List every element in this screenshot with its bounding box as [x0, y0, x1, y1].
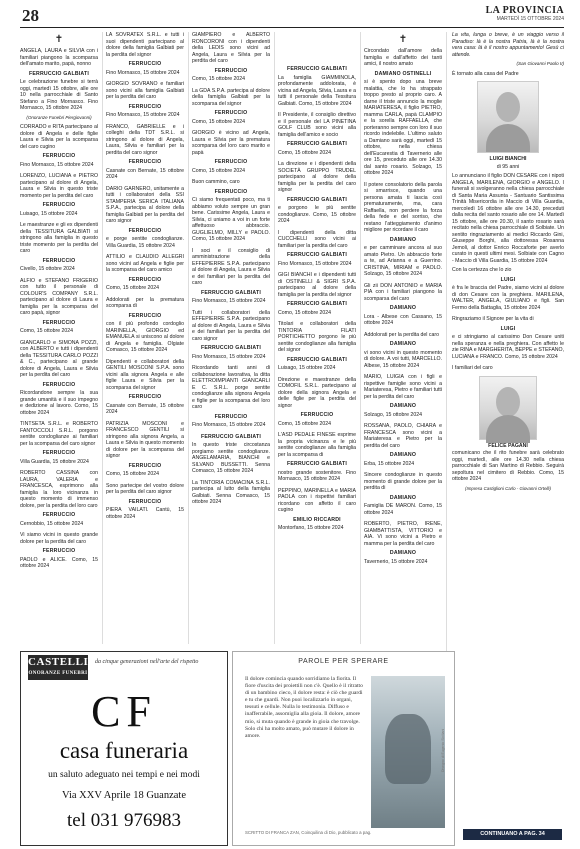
deceased-name: FERRUCCIO	[128, 498, 162, 505]
notice-date: Lora - Albese con Cassano, 15 ottobre 2024	[364, 313, 442, 326]
notice-text: Addolorati per la perdita del caro	[364, 331, 439, 338]
notice-text: Addolorati per la prematura scomparsa di	[106, 296, 184, 309]
notice-text: I dipendenti della ditta CUCCHELLI sono vicini ai familiari per la perdita del caro	[278, 229, 356, 249]
notice-text: ROBERTO CASSINA con LAURA, VALERIA e FRANCESCA, esprimono alla famiglia la loro vicinanza in questo momento di immenso dolore, per la perdita del loro caro	[20, 470, 98, 509]
notice-text: FRANCO, GABRIELLE e i colleghi della TDT S.R.L. si stringono al dolore di Angela, Laura, Silvia e familiari per la perdita del caro signor	[106, 123, 184, 156]
notice-date: Como, 15 ottobre 2024	[192, 76, 246, 82]
deceased-name: FERRUCCIO	[42, 257, 76, 264]
deceased-name: FERRUCCIO	[214, 188, 248, 195]
funeral-home-credit: (Onoranze Funebri Piergiovanni)	[26, 114, 92, 120]
notice-text: vi sono vicini in questo momento di dolore. A voi tutti, MARCELLO. Albese, 15 ottobre 2024	[364, 349, 442, 369]
notice-text: nostro grande sostenitore. Fino Mornasco, 15 ottobre 2024	[278, 469, 356, 482]
notice-signature: PIERA VAILATI. Cantù, 15 ottobre 2024	[106, 507, 184, 520]
column-2	[106, 32, 184, 644]
deceased-name: FERRUCCIO GALBIATI	[201, 433, 261, 440]
notice-signature: Famiglia DE MARON. Como, 15 ottobre 2024	[364, 503, 442, 516]
deceased-name: FERRUCCIO	[128, 312, 162, 319]
notice-date: Fino Mornasco, 15 ottobre 2024	[106, 69, 180, 76]
ad-tagline: da cinque generazioni nell'arte del rispetto	[95, 659, 199, 665]
notice-date: Fino Mornasco, 15 ottobre 2024	[192, 298, 266, 304]
deceased-name: FERRUCCIO	[42, 319, 76, 326]
deceased-name: DAMIANO	[389, 494, 417, 501]
notice-text: MARIO, LUIGIA con i figli e rispettive famiglie sono vicini a Mariateresa, Pietro e familiari tutti per la perdita del caro	[364, 374, 442, 400]
notice-text: ANGELA, LAURA e SILVIA con i familiari piangono la scomparsa dell'amato marito, papà, nonno	[20, 48, 98, 67]
deceased-photo	[477, 81, 539, 153]
deceased-name: FERRUCCIO	[214, 159, 248, 165]
notice-date: Montorfano, 15 ottobre 2024	[278, 525, 344, 531]
column-3	[192, 32, 270, 644]
publication-name: LA PROVINCIA	[485, 5, 564, 16]
deceased-name: FERRUCCIO	[42, 450, 76, 456]
ad-brand-box	[28, 655, 88, 680]
deceased-name: DAMIANO	[389, 403, 417, 409]
notice-text: I soci e il consiglio di amministrazione della EFFEPIERRE S.P.A. partecipano al dolore di Angela, Laura e Silvia e dei familiari per la perdita del caro	[192, 247, 270, 286]
column-4	[278, 32, 356, 644]
deceased-name: LUIGI BIANCHI	[489, 156, 527, 162]
column-divider	[360, 32, 361, 644]
notice-text: Ci siamo frequentati poco, ma ti abbiamo voluto sempre un gran bene. Carissime Angela, Laura e Silvia, ci uniamo a voi in un forte affettuoso abbraccio. GUGLIELMO, MILLY e PAOLO. Como, 15 ottobre 2024	[192, 197, 270, 242]
quote-author: (San Giovanni Paolo II)	[516, 61, 564, 66]
deceased-name: FERRUCCIO	[42, 153, 76, 159]
notice-date: Fino Mornasco, 15 ottobre 2024	[106, 112, 180, 118]
deceased-name: FERRUCCIO	[128, 103, 162, 110]
notice-date: Civello, 15 ottobre 2024	[20, 266, 75, 272]
poem-illustration	[371, 676, 445, 828]
notice-date: Como, 15 ottobre 2024	[106, 471, 160, 477]
notice-text: Sono partecipe del vostro dolore per la perdita del caro signor	[106, 482, 184, 495]
notice-text: e porge sentite condoglianze. Villa Guardia, 15 ottobre 2024	[106, 236, 184, 249]
notice-date: Tavernerio, 15 ottobre 2024	[364, 558, 428, 565]
quote-text: La vita, lunga o breve, è un viaggio verso il Paradiso: là è la nostra Patria, là è la nostra vera casa: là è il nostro appuntamento! Gesù ci attende.	[452, 32, 564, 58]
cross-icon: ✝	[54, 34, 64, 45]
deceased-name: FERRUCCIO	[214, 110, 248, 116]
column-5	[364, 32, 442, 644]
notice-text: LA SOVRATEX S.R.L. e tutti i suoi dipendenti partecipano al dolore della famiglia Galbiati per la perdita del signor	[106, 32, 184, 58]
deceased-name: FERRUCCIO	[128, 61, 162, 67]
deceased-name: DAMIANO	[389, 341, 417, 347]
notice-date: Como, 15 ottobre 2024	[20, 328, 74, 334]
notice-date: Casnate con Bernate, 15 ottobre 2024	[106, 167, 184, 180]
notice-text: GIANCARLO e SIMONA POZZI, con ALBERTO e tutti i dipendenti della TESSITURA CARLO POZZI & C., partecipano al grande dolore di Angela, Laura e Silvia per la perdita del caro	[20, 339, 98, 378]
page-header	[0, 0, 580, 30]
deceased-name: FERRUCCIO	[128, 159, 162, 165]
ad-brand-sub: ONORANZE FUNEBRI	[28, 671, 88, 676]
notice-text: Vi siamo vicini in questo grande dolore per la perdita del caro	[20, 532, 98, 545]
notice-text: GIAMPIERO e ALBERTO RONCORONI con i dipendenti della LEDIS sono vicini ad Angela, Laura e Silvia per la perdita del caro	[192, 32, 270, 64]
notice-text: Buon cammino, caro	[192, 179, 240, 185]
notice-text: con il più profondo cordoglio MARINELLA, GIORGIO ed EMANUELA si uniscono al dolore di Angela e famiglia. Olgiate Comasco, 15 ottobre 2024	[106, 321, 184, 353]
deceased-name: FERRUCCIO GALBIATI	[287, 301, 347, 307]
notice-text: DARIO GARNERO, unitamente a tutti i collaboratori della SSI STAMPERIA SERICA ITALIANA S.P.A., partecipa al dolore della famiglia Galbiati per la perdita del caro signor	[106, 185, 184, 224]
ad-address: Via XXV Aprile 18 Guanzate	[62, 790, 186, 801]
notice-text: L'ASD PEDALE FINESE esprime la propria vicinanza e le più sentite condoglianze alla famiglia per la scomparsa di	[278, 432, 356, 458]
notice-date: Fino Mornasco, 15 ottobre 2024	[20, 161, 94, 168]
continued-banner[interactable]: CONTINUANO A PAG. 34	[463, 829, 562, 840]
notice-text: Ricordando tanti anni di collaborazione lavorativa, la ditta ELETTROIMPIANTI GIANCARLI E C. S.R.L. porge sentite condoglianze alla signora Angela e figlie per la scomparsa del loro caro	[192, 365, 270, 410]
header-rule	[20, 27, 564, 28]
ad-phone: tel 031 976983	[67, 810, 181, 831]
notice-text: GIORGIO è vicino ad Angela, Laura e Silvia per la prematura scomparsa del loro caro marito e papà	[192, 130, 270, 156]
deceased-age: di 95 anni	[496, 163, 520, 170]
notice-text: La GDA S.P.A. partecipa al dolore della famiglia Galbiati per la scomparsa del signor	[192, 87, 270, 107]
notice-text: Gli zii DON ANTONIO e MARIA PIA con i familiari piangono la scomparsa del caro	[364, 282, 442, 302]
notice-date: Como, 15 ottobre 2024	[278, 420, 332, 427]
notice-text: La TINTORIA COMACINA S.R.L. partecipa al lutto della famiglia Galbiati. Senna Comasco, 15 ottobre 2024	[192, 479, 270, 505]
poem-title: PAROLE PER SPERARE	[298, 658, 389, 665]
deceased-photo	[479, 376, 537, 440]
notice-date: Luisago, 15 ottobre 2024	[278, 365, 336, 371]
notice-date: Como, 15 ottobre 2024	[278, 309, 332, 316]
notice-text: Direzione e maestranze della COMOFIL S.R.L. partecipano al dolore della signora Angela e delle figlie per la perdita del signor	[278, 376, 356, 409]
notice-date: Como, 15 ottobre 2024	[192, 167, 246, 174]
column-divider	[188, 32, 189, 644]
deceased-name: FERRUCCIO GALBIATI	[287, 196, 347, 203]
deceased-name: FERRUCCIO	[214, 413, 248, 420]
notice-text: GIORGIO SOVRANO e familiari sono vicini alla famiglia Galbiati per la perdita del caro	[106, 81, 184, 100]
notice-text: Le celebrazione funebre si terrà oggi, martedì 15 ottobre, alle ore 10 nella parrocchiale di Santo Stefano a Fino Mornasco. Fino Mornasco, 15 ottobre 2024	[20, 79, 98, 111]
deceased-name: DAMIANO	[389, 305, 417, 311]
deceased-name: DAMIANO	[389, 236, 417, 243]
notice-text: è fra le braccia del Padre, siamo vicini al dolore di don Cesare con la preghiera. MARILENA, WALTER, ANGELA, GIULIANO e figli. San Fermo della Battaglia, 15 ottobre 2024	[452, 285, 564, 311]
column-6	[452, 32, 564, 826]
deceased-name: FERRUCCIO GALBIATI	[201, 345, 261, 351]
funeral-home-credit: (Impresa Castiglioni Carlo - Giovanni Ortelli)	[465, 485, 551, 491]
notice-date: Como, 15 ottobre 2024	[106, 285, 160, 291]
deceased-name: FERRUCCIO GALBIATI	[287, 461, 347, 467]
notice-text: ALFIO e STEFANO FRIGERIO con tutto il personale di COLOUR'S COMPANY S.R.L. partecipano al dolore di Laura e famiglia per la scomparsa del caro papà, signor	[20, 277, 98, 316]
notice-text: PATRIZIA MOSCONI e FRANCESCO GENTILI si stringono alla signora Angela, a Laura e Silvia in questo momento di dolore per la scomparsa del signor	[106, 420, 184, 459]
notice-date: Fino Mornasco, 15 ottobre 2024	[192, 353, 266, 360]
deceased-name: FERRUCCIO	[128, 227, 162, 234]
deceased-name: DAMIANO	[389, 452, 417, 458]
deceased-name: FERRUCCIO GALBIATI	[287, 66, 347, 72]
notice-text: e ci stringiamo al carissimo Don Cesare uniti nella speranza e nella preghiera. Con affetto le zie RINA e MARGHERITA, BEPPE e STEFANO, LUCIANA e FRANCO. Como, 15 ottobre 2024	[452, 334, 564, 360]
deceased-name: FERRUCCIO	[42, 381, 76, 388]
notice-date: Luisago, 15 ottobre 2024	[20, 210, 78, 217]
illustration-credit: Disegno di Eugenio Siciliani	[441, 728, 445, 772]
notice-text: Dipendenti e collaboratori della GENTILI MOSCONI S.P.A. sono vicini alla signora Angela e alle figlie Laura e Silvia per la scomparsa del signor	[106, 358, 184, 391]
notice-text: ROBERTO, PIETRO, IRENE, GIAMBATTISTA, VITTORIO e AIA. Vi sono vicini a Pietro e mamma per la perdita del caro	[364, 521, 442, 547]
notice-date: Fino Mornasco, 15 ottobre 2024	[192, 422, 266, 428]
deceased-name: FERRUCCIO GALBIATI	[287, 141, 347, 147]
notice-text: TINTSETA S.R.L. e ROBERTO FANTOCCOLI S.R.L. porgono sentite condoglianze ai familiari per la scomparsa del caro signor	[20, 421, 98, 447]
deceased-name: FERRUCCIO	[42, 548, 76, 554]
ad-logo: CF	[91, 687, 157, 736]
cross-icon: ✝	[398, 34, 408, 45]
ad-top-band	[21, 652, 227, 684]
notice-text: Titolari e collaboratori della TINTORIA FILATI PORTICHETTO porgono le più sentite condoglianze alla famiglia del signor	[278, 321, 356, 353]
notice-text: PEPPINO, MARINELLA e MARIA PAOLA con i rispettivi familiari ricordano con affetto il caro cugino	[278, 487, 356, 513]
masthead	[486, 5, 564, 22]
poem-citation: SCRITTO DI FRANCA ZAN, Coinquilina di Dio, pubblicato a pag.	[245, 830, 372, 835]
notice-date: Fino Mornasco, 15 ottobre 2024	[278, 260, 352, 267]
deceased-name: DAMIANO OSTINELLI	[374, 70, 432, 77]
notice-text: I familiari del caro	[452, 365, 493, 371]
deceased-name: FERRUCCIO	[42, 512, 76, 518]
deceased-name: FERRUCCIO	[128, 276, 162, 283]
deceased-name: FERRUCCIO	[128, 394, 162, 400]
notice-text: e porgono le più sentite condoglianze. Como, 15 ottobre 2024	[278, 205, 356, 224]
notice-date: Erba, 15 ottobre 2024	[364, 460, 415, 467]
deceased-name: FERRUCCIO	[42, 202, 76, 208]
notice-text: LORENZO, LUCIANA e PIETRO partecipano al dolore di Angela, Laura e Silvia in questo triste momento per la perdita del caro	[20, 173, 98, 199]
deceased-name: FERRUCCIO	[128, 462, 162, 469]
deceased-name: EMILIO RICCARDI	[293, 516, 341, 523]
notice-text: È tornato alla casa del Padre	[452, 70, 519, 77]
column-divider	[102, 32, 103, 644]
notice-date: Solzago, 15 ottobre 2024	[364, 411, 422, 418]
column-divider	[274, 32, 275, 644]
deceased-name: FELICE PAGANI	[488, 442, 528, 449]
ad-slogan: un saluto adeguato nei tempi e nei modi	[48, 770, 200, 780]
publication-date: MARTEDÌ 15 OTTOBRE 2024	[496, 16, 564, 22]
deceased-name: FERRUCCIO	[300, 412, 334, 418]
notice-text: Con la certezza che lo zio	[452, 267, 512, 273]
page-number: 28	[22, 6, 39, 25]
notice-text: In questo triste circostanza porgiamo sentite condoglianze. ANGELAMARIA, BIANCHI e SILVANO BUSSETTI. Senna Comasco, 15 ottobre 2024	[192, 442, 270, 474]
notice-text: Ricordandone sempre la sua grande umanità e il suo impegno e dedizione al lavoro. Como, 15 ottobre 2024	[20, 390, 98, 416]
notice-date: Casnate con Bernate, 15 ottobre 2024	[106, 402, 184, 415]
notice-text: Il potere consolatorio della parola si smarrisce, quando una persona amata ti lascia così prematuramente, ma, cara Raffaella, non perdere la forza della fede e del sorriso, che restano l'atteggiamento d'animo migliore per ricordare il caro	[364, 181, 442, 233]
notice-text: La direzione e i dipendenti della SOCIETÀ GRUPPO TRUDEL partecipano al dolore della famiglia per la perdita del caro signor	[278, 161, 356, 193]
notice-text: Le maestranze e gli ex dipendenti della TESSITURA GALBIATI si stringono alla famiglia in questo triste momento per la perdita del caro	[20, 222, 98, 254]
notice-text: Sincere condoglianze in questo momento di grande dolore per la perdita di	[364, 472, 442, 491]
deceased-name: FERRUCCIO	[214, 67, 248, 74]
notice-text: La famiglia GIAMMINOLA, profondamente addolorata, è vicina ad Angela, Silvia, Laura e a tutti il personale della Tessitura Galbiati. Como, 15 ottobre 2024	[278, 74, 356, 107]
notice-text: e per camminare ancora al suo amato Pietro. Un abbraccio forte a te, ad Arianna e a Guerrino. CRISTINA, MIRIAM e PAOLO. Solzago, 15 ottobre 2024	[364, 245, 442, 277]
poem-box	[232, 651, 455, 846]
deceased-name: FERRUCCIO GALBIATI	[201, 289, 261, 296]
notice-text: Il Presidente, il consiglio direttivo e il personale del LA PINETINA GOLF CLUB sono vicini alla famiglia dell'amico e socio	[278, 112, 356, 138]
deceased-name: FERRUCCIO GALBIATI	[287, 356, 347, 363]
poem-text: Il dolore comincia quando sorridiamo la fiorita. Il fiore d'uscita dei proiettili non c'è. Quello è il ritratto di un bambino cieco, il dolore resta: è ciò che guardi e tu che guardi. Non puoi localizzarlo in organi, tessuti e cellule. Nulla lo testimonia. Diffuso e inafferrabile, assomiglia alla gioia. Il dolore, amore mio, si muta quando è grande in gioia che travolge. Solo chi ha molto amato, può mutare il dolore in amore.	[245, 676, 363, 739]
deceased-name: FERRUCCIO GALBIATI	[29, 70, 89, 77]
notice-text: ROSSANA, PAOLO, CHIARA e FRANCESCA sono vicini a Mariateresa e Pietro per la perdita del caro	[364, 423, 442, 449]
deceased-name: LUIGI	[500, 325, 516, 332]
notice-date: Como, 15 ottobre 2024	[192, 118, 246, 125]
notice-text: Lo annunciano il figlio DON CESARE con i nipoti ANGELA, MARILENA, GIORGIO e ANGELO. I funerali si svolgeranno nella chiesa parrocchiale di Santa Maria Assunta - Santuario Santissima Trinità Misericordia in Maccio di Villa Guardia, mercoledì 16 ottobre alle ore 14.30, preceduti dalla recita del santo rosario alle ore 14. Martedì 15 ottobre, alle ore 20.30, il santo rosario sarà recitato nella chiesa parrocchiale di Solbiate. Un sentito ringraziamento ai medici Riccardo Gini, Giuseppe Borghi, alla dottoressa Rosanna Jemoli, al dottor Enrico Roccaforte per averlo curato in questi ultimi mesi. Solbiate con Cagno - Maccio di Villa Guardia, 15 ottobre 2024	[452, 173, 564, 264]
notice-date: Cernobbio, 15 ottobre 2024	[20, 520, 84, 527]
notice-text: comunicano che il rito funebre sarà celebrato oggi, martedì, alle ore 14.30 nella chiesa parrocchiale di San Martino di Rebbio. Seguirà sepoltura nel cimitero di Rebbio. Como, 15 ottobre 2024	[452, 450, 564, 482]
notice-text: Tutti i collaboratori della EFFEPIERRE S.P.A. partecipano al dolore di Angela, Laura e Silvia e dei familiari per la perdita del caro signor	[192, 309, 270, 342]
notice-text: GIGI BIANCHI e i dipendenti tutti di OSTINELLI & SIGRI S.P.A. partecipano al dolore della famiglia per la perdita del signor	[278, 272, 356, 298]
notice-signature: PAOLO e ALICE. Como, 15 ottobre 2024	[20, 556, 98, 569]
deceased-name: DAMIANO	[389, 550, 417, 556]
deceased-name: FERRUCCIO GALBIATI	[287, 252, 347, 258]
notice-date: Como, 15 ottobre 2024	[278, 149, 332, 156]
funeral-home-ad	[20, 651, 228, 846]
notice-text: ATTILIO e CLAUDIO ALLEGRI sono vicini ad Angela e figlie per la scomparsa del caro amico	[106, 254, 184, 273]
notice-text: Ringraziamo il Signore per la vita di	[452, 316, 534, 322]
notice-date: Villa Guardia, 15 ottobre 2024	[20, 458, 89, 465]
notice-text: CORRADO e RITA partecipano al dolore di Angela e delle figlie Laura e Silvia per la scomparsa del caro cugino	[20, 124, 98, 150]
ad-headline: casa funeraria	[59, 738, 189, 763]
ad-brand-name: CASTELLI	[28, 656, 89, 668]
column-1	[20, 32, 98, 644]
notice-text: si è spento dopo una breve malattia, che lo ha strappato troppo presto al proprio caro. A darne il triste annuncio la moglie MARIATERESA, il figlio PIETRO, mamma CARLA, papà CLAMPIO e la sorella RAFFAELLA, che porteranno sempre con loro il suo ricordo indelebile. L'ultimo saluto a Damiano sarà oggi, martedì 15 ottobre, nella chiesa dell'Eucarestia di Tavernerio alle ore 15, preceduto alle ore 14.30 dal santo rosario. Solzago, 15 ottobre 2024	[364, 79, 442, 176]
deceased-name: LUIGI	[500, 276, 516, 283]
notice-text: Circondato dall'amore della famiglia e dall'affetto dei tanti amici, il nostro amato	[364, 48, 442, 67]
